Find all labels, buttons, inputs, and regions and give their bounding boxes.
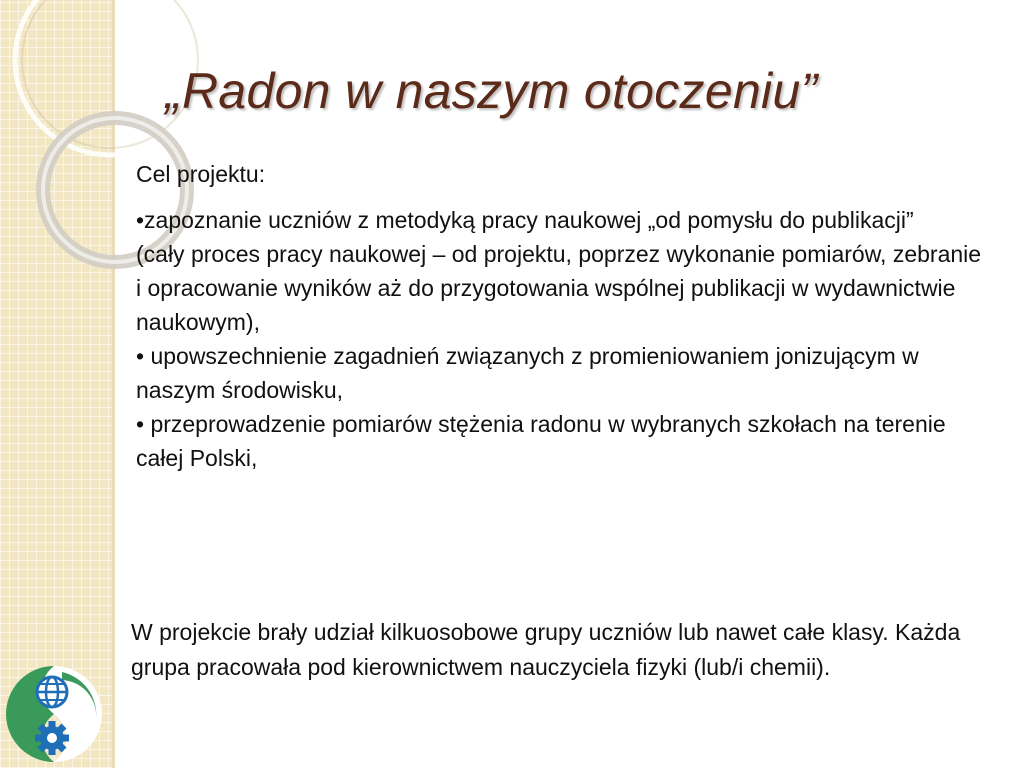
participants-paragraph: W projekcie brały udział kilkuosobowe grupy uczniów lub nawet całe klasy. Każda grupa pracowała pod kierownictwem nauczyciela fizyki (lub/i chemii). <box>131 619 961 680</box>
goal-item-1: •zapoznanie uczniów z metodyką pracy naukowej „od pomysłu do publikacji” <box>136 207 914 233</box>
goal-item-3: • przeprowadzenie pomiarów stężenia radonu w wybranych szkołach na terenie całej Polski, <box>136 411 946 471</box>
goal-item-2: • upowszechnienie zagadnień związanych z promieniowaniem jonizującym w naszym środowisku, <box>136 343 919 403</box>
left-decorative-strip <box>0 0 112 768</box>
goal-section <box>136 157 986 475</box>
slide-title: „Radon w naszym otoczeniu” <box>165 63 818 119</box>
goal-item-1-detail: (cały proces pracy naukowej – od projektu, poprzez wykonanie pomiarów, zebranie i opracowanie wyników aż do przygotowania wspólnej publikacji w wydawnictwie naukowym), <box>136 241 982 335</box>
goal-heading: Cel projektu: <box>136 161 266 187</box>
strip-edge <box>112 0 115 768</box>
globe-gear-logo-icon <box>0 660 108 768</box>
